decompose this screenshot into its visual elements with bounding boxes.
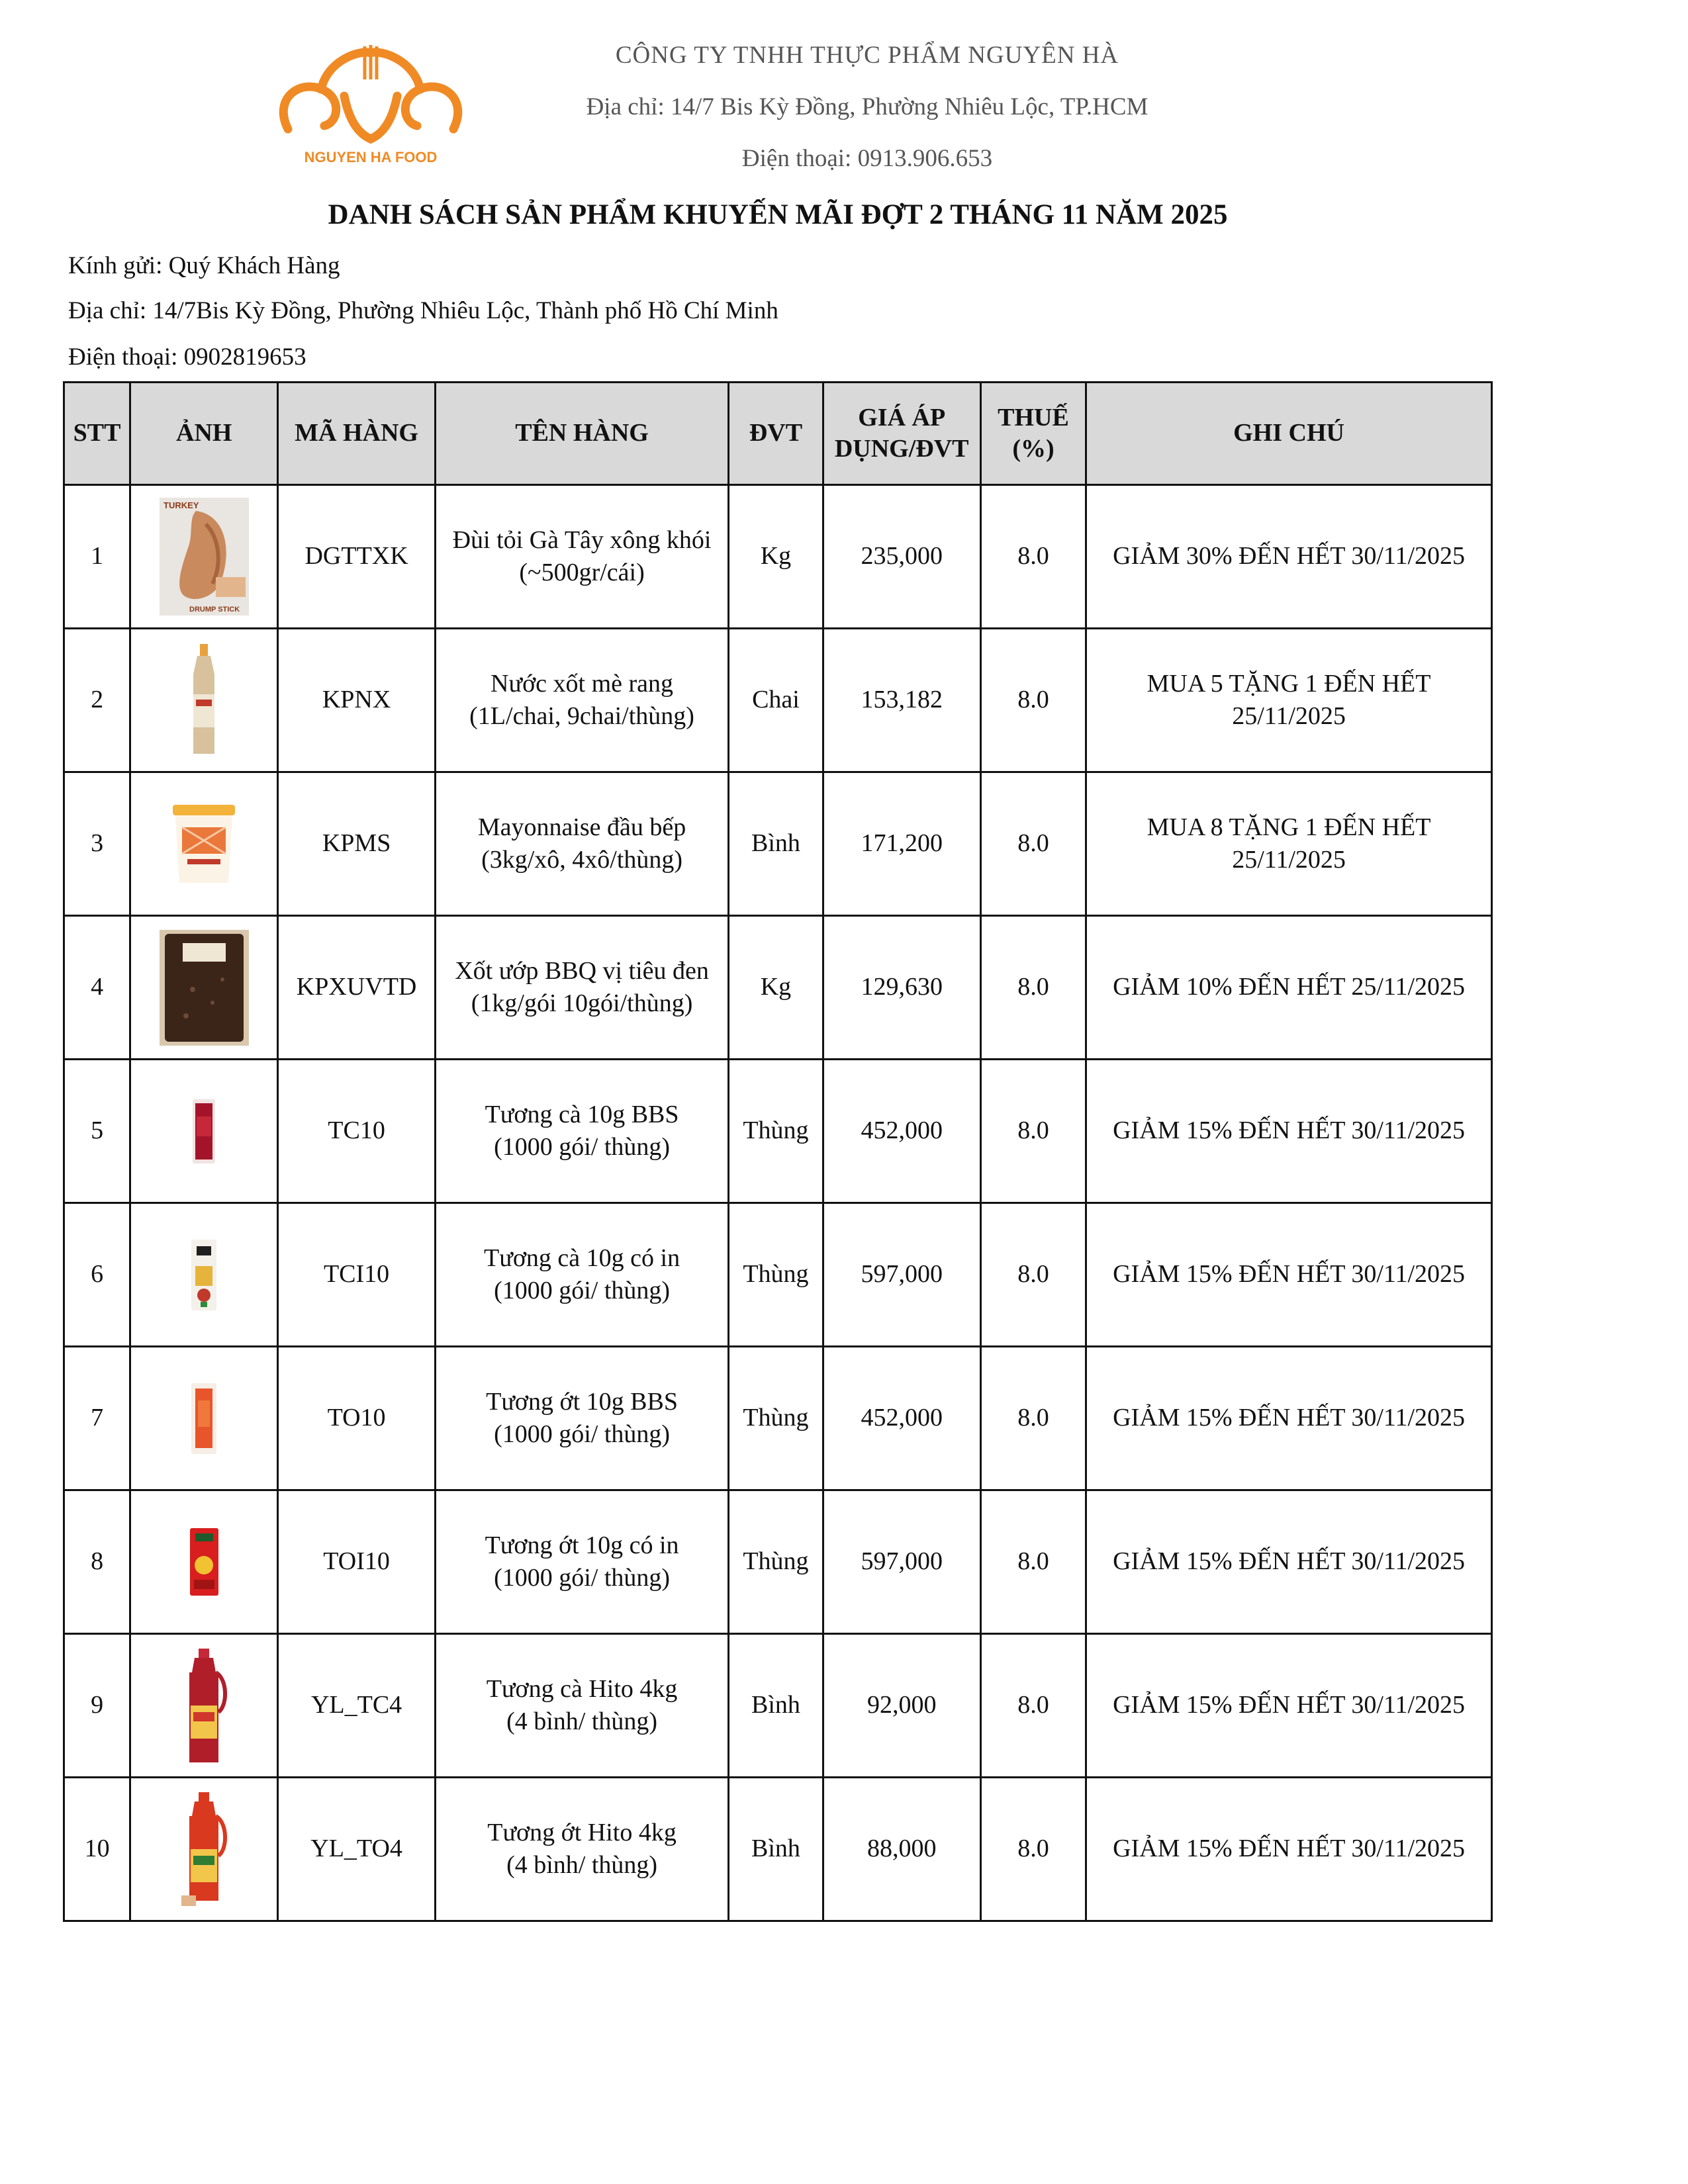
header-tax (980, 383, 1086, 485)
row-note-line1: GIẢM 15% ĐẾN HẾT 30/11/2025 (1113, 1835, 1466, 1863)
row-price: 153,182 (823, 629, 980, 772)
header-image: ẢNH (130, 383, 278, 485)
row-name (435, 1778, 729, 1921)
company-phone: Điện thoại: 0913.906.653 (741, 145, 993, 172)
row-stt: 10 (64, 1778, 130, 1921)
row-image (130, 1203, 278, 1347)
row-code: DGTTXK (278, 485, 435, 629)
row-note-line1: MUA 5 TẶNG 1 ĐẾN HẾT (1147, 669, 1431, 698)
row-unit: Thùng (729, 1060, 823, 1203)
printed-ketchup-sachet-image (187, 1237, 220, 1313)
row-name (435, 1490, 729, 1634)
table-row (64, 1203, 1492, 1347)
row-name-line2: (1kg/gói 10gói/thùng) (471, 989, 693, 1017)
row-price: 88,000 (823, 1778, 980, 1921)
chili-jug-image (177, 1790, 230, 1909)
row-name (435, 1060, 729, 1203)
header-note: GHI CHÚ (1086, 383, 1492, 485)
row-name-line2: (4 bình/ thùng) (506, 1707, 658, 1735)
row-code: KPMS (278, 772, 435, 916)
row-image (130, 1490, 278, 1634)
row-code: TOI10 (278, 1490, 435, 1634)
document-title: DANH SÁCH SẢN PHẨM KHUYẾN MÃI ĐỢT 2 THÁNG 11 NĂM 2025 (328, 199, 1228, 230)
row-stt: 2 (64, 629, 130, 772)
header-stt: STT (64, 383, 130, 485)
svg-text:TURKEY: TURKEY (163, 500, 199, 510)
chili-sachet-image (187, 1381, 220, 1457)
row-note-line1: GIẢM 15% ĐẾN HẾT 30/11/2025 (1113, 1116, 1466, 1145)
header-price-line2: DỤNG/ĐVT (834, 435, 969, 463)
row-tax: 8.0 (980, 1060, 1086, 1203)
header-tax-line1: THUẾ (998, 403, 1069, 432)
table-row (64, 629, 1492, 772)
row-price: 171,200 (823, 772, 980, 916)
header-name: TÊN HÀNG (435, 383, 729, 485)
row-code: KPNX (278, 629, 435, 772)
row-tax: 8.0 (980, 1203, 1086, 1347)
row-note (1086, 772, 1492, 916)
row-tax: 8.0 (980, 629, 1086, 772)
row-note (1086, 629, 1492, 772)
row-note (1086, 1490, 1492, 1634)
row-note-line1: GIẢM 30% ĐẾN HẾT 30/11/2025 (1113, 542, 1466, 570)
row-note (1086, 1347, 1492, 1490)
row-note (1086, 485, 1492, 629)
company-address: Địa chỉ: 14/7 Bis Kỳ Đồng, Phường Nhiêu Lộc, TP.HCM (586, 93, 1149, 120)
row-name-line1: Tương cà Hito 4kg (486, 1674, 678, 1703)
row-name (435, 772, 729, 916)
header-code: MÃ HÀNG (278, 383, 435, 485)
row-price: 235,000 (823, 485, 980, 629)
row-name-line1: Đùi tỏi Gà Tây xông khói (452, 525, 712, 554)
row-tax: 8.0 (980, 1490, 1086, 1634)
row-price: 452,000 (823, 1347, 980, 1490)
customer-phone: Điện thoại: 0902819653 (68, 343, 306, 371)
row-stt: 6 (64, 1203, 130, 1347)
sesame-dressing-bottle-image (184, 641, 224, 759)
row-image (130, 916, 278, 1060)
table-row (64, 485, 1492, 629)
row-note (1086, 1060, 1492, 1203)
row-name-line1: Nước xốt mè rang (491, 669, 674, 698)
row-image (130, 1347, 278, 1490)
printed-chili-sachet-image (186, 1525, 222, 1598)
row-name-line1: Tương ớt 10g có in (485, 1531, 679, 1559)
row-stt: 3 (64, 772, 130, 916)
row-name (435, 1634, 729, 1778)
row-name (435, 1347, 729, 1490)
row-unit: Bình (729, 1634, 823, 1778)
row-note-line1: MUA 8 TẶNG 1 ĐẾN HẾT (1147, 813, 1431, 841)
row-code: YL_TO4 (278, 1778, 435, 1921)
row-code: TCI10 (278, 1203, 435, 1347)
row-name-line2: (4 bình/ thùng) (506, 1851, 658, 1879)
header-tax-line2: (%) (1012, 435, 1055, 463)
row-image (130, 629, 278, 772)
row-image (130, 1060, 278, 1203)
customer-recipient: Kính gửi: Quý Khách Hàng (68, 252, 340, 279)
row-code: TC10 (278, 1060, 435, 1203)
row-stt: 9 (64, 1634, 130, 1778)
row-stt: 8 (64, 1490, 130, 1634)
row-name-line2: (3kg/xô, 4xô/thùng) (481, 846, 683, 874)
table-row (64, 916, 1492, 1060)
row-name-line1: Mayonnaise đầu bếp (477, 813, 686, 841)
row-stt: 5 (64, 1060, 130, 1203)
row-unit: Thùng (729, 1490, 823, 1634)
row-name-line2: (1000 gói/ thùng) (494, 1420, 671, 1448)
table-row (64, 1060, 1492, 1203)
row-unit: Kg (729, 916, 823, 1060)
row-name-line2: (1000 gói/ thùng) (494, 1564, 671, 1592)
row-image (130, 1634, 278, 1778)
row-tax: 8.0 (980, 916, 1086, 1060)
row-name-line2: (1000 gói/ thùng) (494, 1133, 671, 1161)
row-name-line1: Tương ớt 10g BBS (486, 1387, 678, 1416)
ketchup-sachet-image (187, 1097, 220, 1166)
row-name (435, 629, 729, 772)
row-name-line1: Xốt ướp BBQ vị tiêu đen (455, 956, 709, 985)
row-name (435, 916, 729, 1060)
row-tax: 8.0 (980, 485, 1086, 629)
row-stt: 4 (64, 916, 130, 1060)
row-image (130, 1778, 278, 1921)
row-tax: 8.0 (980, 1634, 1086, 1778)
row-unit: Thùng (729, 1347, 823, 1490)
svg-text:DRUMP STICK: DRUMP STICK (189, 606, 240, 614)
row-note (1086, 916, 1492, 1060)
header-unit: ĐVT (729, 383, 823, 485)
row-note-line1: GIẢM 10% ĐẾN HẾT 25/11/2025 (1113, 973, 1466, 1001)
header-price-line1: GIÁ ÁP (858, 403, 946, 432)
row-note-line1: GIẢM 15% ĐẾN HẾT 30/11/2025 (1113, 1691, 1466, 1719)
row-name-line1: Tương cà 10g BBS (485, 1100, 679, 1128)
row-name (435, 485, 729, 629)
table-row (64, 1778, 1492, 1921)
promotion-table (63, 381, 1493, 1922)
table-row (64, 1347, 1492, 1490)
row-price: 129,630 (823, 916, 980, 1060)
row-tax: 8.0 (980, 1347, 1086, 1490)
row-code: YL_TC4 (278, 1634, 435, 1778)
mayonnaise-tub-image (167, 801, 240, 887)
row-unit: Bình (729, 772, 823, 916)
table-header-row (64, 383, 1492, 485)
row-note-line1: GIẢM 15% ĐẾN HẾT 30/11/2025 (1113, 1547, 1466, 1576)
row-price: 597,000 (823, 1203, 980, 1347)
header-price (823, 383, 980, 485)
row-stt: 1 (64, 485, 130, 629)
row-name-line1: Tương cà 10g có in (484, 1244, 680, 1272)
row-code: KPXUVTD (278, 916, 435, 1060)
row-name-line2: (1L/chai, 9chai/thùng) (469, 702, 694, 730)
row-name (435, 1203, 729, 1347)
row-image (130, 772, 278, 916)
row-unit: Thùng (729, 1203, 823, 1347)
row-note-line1: GIẢM 15% ĐẾN HẾT 30/11/2025 (1113, 1260, 1466, 1289)
row-note-line2: 25/11/2025 (1232, 702, 1346, 730)
table-row (64, 772, 1492, 916)
company-name: CÔNG TY TNHH THỰC PHẨM NGUYÊN HÀ (615, 42, 1119, 69)
row-price: 452,000 (823, 1060, 980, 1203)
row-price: 92,000 (823, 1634, 980, 1778)
bbq-sauce-pack-image (160, 930, 249, 1046)
ketchup-jug-image (177, 1646, 230, 1765)
row-note (1086, 1634, 1492, 1778)
row-name-line1: Tương ớt Hito 4kg (487, 1818, 677, 1846)
row-unit: Bình (729, 1778, 823, 1921)
row-code: TO10 (278, 1347, 435, 1490)
row-note-line1: GIẢM 15% ĐẾN HẾT 30/11/2025 (1113, 1404, 1466, 1432)
turkey-drumstick-image (160, 498, 249, 615)
row-tax: 8.0 (980, 1778, 1086, 1921)
customer-address: Địa chỉ: 14/7Bis Kỳ Đồng, Phường Nhiêu Lộc, Thành phố Hồ Chí Minh (68, 297, 778, 324)
row-image (130, 485, 278, 629)
row-unit: Chai (729, 629, 823, 772)
row-note (1086, 1778, 1492, 1921)
table-row (64, 1634, 1492, 1778)
table-row (64, 1490, 1492, 1634)
row-stt: 7 (64, 1347, 130, 1490)
row-tax: 8.0 (980, 772, 1086, 916)
row-unit: Kg (729, 485, 823, 629)
row-note-line2: 25/11/2025 (1232, 846, 1346, 874)
row-note (1086, 1203, 1492, 1347)
row-name-line2: (1000 gói/ thùng) (494, 1277, 671, 1304)
row-name-line2: (~500gr/cái) (519, 559, 645, 586)
svg-text:NGUYEN HA FOOD: NGUYEN HA FOOD (304, 149, 438, 165)
row-price: 597,000 (823, 1490, 980, 1634)
